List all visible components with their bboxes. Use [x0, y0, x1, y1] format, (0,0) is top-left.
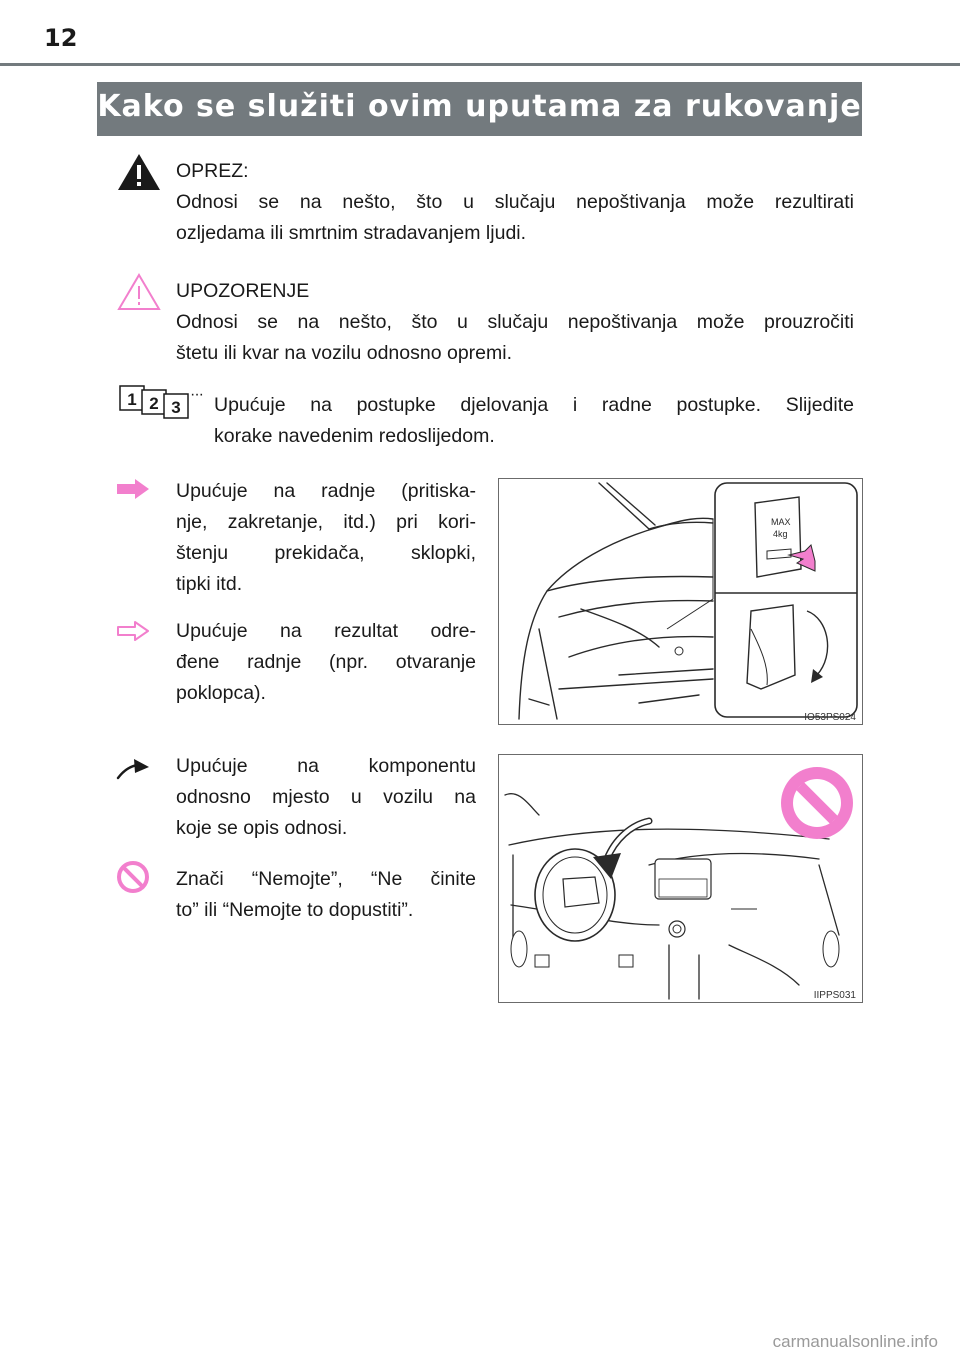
hook-label-max: MAX — [771, 517, 791, 527]
step-number-3: 3 — [171, 398, 181, 417]
prohibition-mark — [781, 767, 853, 839]
step-number-2: 2 — [149, 394, 159, 413]
component-text-line: odnosno mjesto u vozilu na — [176, 786, 476, 808]
figure-code: IO53PS024 — [804, 712, 856, 723]
caution-text-line: Odnosi se na nešto, što u slučaju nepoštivanja može rezultirati — [176, 191, 854, 213]
result-text-line: Upućuje na rezultat odre- — [176, 620, 476, 642]
figure-code: IIPPS031 — [813, 990, 856, 1001]
prohibition-block — [176, 864, 476, 926]
watermark: carmanualsonline.info — [772, 1332, 938, 1351]
caution-triangle-icon — [116, 272, 162, 312]
component-text-line: Upućuje na komponentu — [176, 755, 476, 777]
notice-block — [176, 276, 854, 369]
danger-warning-icon — [116, 152, 162, 192]
section-title: Kako se služiti ovim uputama za rukovanje — [97, 89, 862, 124]
figure-trunk — [498, 478, 863, 725]
page-number: 12 — [44, 24, 78, 52]
action-text-line: nje, zakretanje, itd.) pri kori- — [176, 511, 476, 533]
result-block — [176, 616, 476, 709]
notice-text-line: štetu ili kvar na vozilu odnosno opremi. — [176, 342, 513, 364]
steps-text-line: korake navedenim redoslijedom. — [214, 425, 495, 447]
action-text-line: štenju prekidača, sklopki, — [176, 542, 476, 564]
component-text-line: koje se opis odnosi. — [176, 817, 348, 839]
section-title-bar — [97, 82, 862, 136]
steps-text-line: Upućuje na postupke djelovanja i radne postupke. Slijedite — [214, 394, 854, 416]
result-text-line: poklopca). — [176, 682, 266, 704]
action-block — [176, 476, 476, 600]
action-arrow-icon — [116, 478, 150, 500]
caution-block — [176, 156, 854, 249]
dashboard-illustration — [499, 755, 862, 1002]
component-arrow-icon — [116, 756, 150, 782]
result-text-line: đene radnje (npr. otvaranje — [176, 651, 476, 673]
notice-text-line: Odnosi se na nešto, što u slučaju nepoštivanja može prouzročiti — [176, 311, 854, 333]
prohibition-text-line: Znači “Nemojte”, “Ne činite — [176, 868, 476, 890]
prohibition-text-line: to” ili “Nemojte to dopustiti”. — [176, 899, 414, 921]
header-rule — [0, 63, 960, 66]
step-number-1: 1 — [127, 390, 137, 409]
caution-heading: OPREZ: — [176, 160, 249, 182]
component-block — [176, 751, 476, 844]
trunk-illustration — [499, 479, 862, 724]
steps-block — [214, 390, 854, 452]
action-text-line: tipki itd. — [176, 573, 243, 595]
figure-dashboard — [498, 754, 863, 1003]
notice-heading: UPOZORENJE — [176, 280, 310, 302]
result-arrow-icon — [116, 620, 150, 642]
steps-ellipsis: ··· — [190, 386, 203, 403]
hook-label-weight: 4kg — [773, 529, 788, 539]
step-numbers-icon — [118, 384, 190, 420]
prohibition-icon — [116, 860, 150, 894]
action-text-line: Upućuje na radnje (pritiska- — [176, 480, 476, 502]
caution-text-line: ozljedama ili smrtnim stradavanjem ljudi. — [176, 222, 527, 244]
